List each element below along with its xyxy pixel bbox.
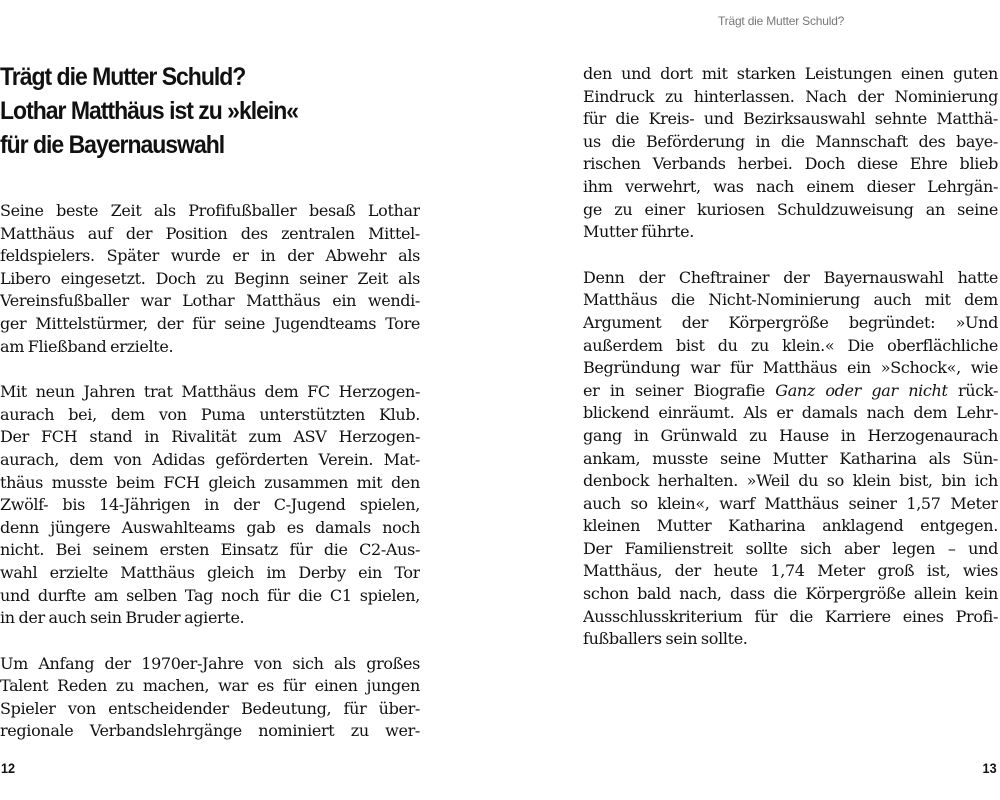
text-line: aurach, dem von Adidas geförderten Verein. Mat- xyxy=(0,449,420,469)
text-line: Der FCH stand in Rivalität zum ASV Herzogen- xyxy=(0,427,420,447)
text-line: denn jüngere Auswahlteams gab es damals noch xyxy=(0,517,420,537)
text-line: den und dort mit starken Leistungen einen guten xyxy=(583,64,998,83)
text-line: auch so klein«, warf Matthäus seiner 1,57 Meter xyxy=(583,493,998,513)
text-line: Mit neun Jahren trat Matthäus dem FC Herzogen- xyxy=(0,382,420,402)
chapter-title xyxy=(0,60,386,162)
paragraph xyxy=(0,653,420,743)
text-line: ge zu einer kuriosen Schuldzuweisung an seine xyxy=(583,199,998,219)
right-page xyxy=(583,0,1000,800)
text-line: Seine beste Zeit als Profifußballer besaß Lothar xyxy=(0,201,420,220)
text-line: Ausschlusskriterium für die Karriere eines Profi- xyxy=(583,606,998,626)
chapter-title-line: Lothar Matthäus ist zu »klein« xyxy=(0,97,299,125)
text-segment: er in seiner Biografie xyxy=(583,380,776,400)
text-line: nicht. Bei seinem ersten Einsatz für die C2-Aus- xyxy=(0,540,420,560)
text-line: ankam, musste seine Mutter Katharina als Sün- xyxy=(583,448,998,468)
paragraph xyxy=(0,381,420,630)
text-line: Mutter führte. xyxy=(583,222,695,242)
text-line: thäus musste beim FCH gleich zusammen mit den xyxy=(0,472,420,492)
text-line: Matthäus auf der Position des zentralen Mittel- xyxy=(0,223,420,243)
text-line: in der auch sein Bruder agierte. xyxy=(0,608,245,628)
chapter-title-line: Trägt die Mutter Schuld? xyxy=(0,63,246,91)
page-number-right: 13 xyxy=(982,760,997,776)
text-line: kleinen Mutter Katharina anklagend entgegen. xyxy=(583,516,998,536)
text-line: blickend einräumt. Als er damals nach dem Lehr- xyxy=(583,403,998,423)
text-line: aurach bei, dem von Puma unterstützten Klub. xyxy=(0,404,420,424)
text-line-with-italic xyxy=(583,380,998,403)
text-line: schon bald nach, dass die Körpergröße allein kein xyxy=(583,584,998,604)
text-line: Matthäus die Nicht-Nominierung auch mit dem xyxy=(583,290,998,310)
left-page xyxy=(0,0,420,800)
text-line: für die Kreis- und Bezirksauswahl sehnte Matthä- xyxy=(583,109,998,129)
paragraph xyxy=(583,63,998,244)
text-line: Der Familienstreit sollte sich aber legen – und xyxy=(583,538,998,558)
left-body-text xyxy=(0,200,420,766)
running-head: Trägt die Mutter Schuld? xyxy=(718,14,845,28)
text-line: Um Anfang der 1970er-Jahre von sich als großes xyxy=(0,653,420,673)
text-line: Zwölf- bis 14-Jährigen in der C-Jugend spielen, xyxy=(0,495,420,515)
text-segment: rück- xyxy=(947,380,998,400)
text-line: rischen Verbands herbei. Doch diese Ehre blieb xyxy=(583,154,998,174)
text-line: ihm verwehrt, was nach einem dieser Lehrgän- xyxy=(583,176,998,196)
text-line: Spieler von entscheidender Bedeutung, für über- xyxy=(0,698,420,718)
paragraph xyxy=(0,200,420,358)
text-line: Libero eingesetzt. Doch zu Beginn seiner Zeit als xyxy=(0,268,420,288)
text-line: Eindruck zu hinterlassen. Nach der Nominierung xyxy=(583,86,998,106)
text-line: feldspielers. Später wurde er in der Abwehr als xyxy=(0,246,420,266)
text-line: Vereinsfußballer war Lothar Matthäus ein wendi- xyxy=(0,291,420,311)
page-number-left: 12 xyxy=(1,760,16,776)
chapter-title-line: für die Bayernauswahl xyxy=(0,131,225,159)
paragraph xyxy=(583,267,998,651)
right-body-text xyxy=(583,63,998,674)
text-line: Denn der Cheftrainer der Bayernauswahl hatte xyxy=(583,267,998,287)
text-line: Matthäus, der heute 1,74 Meter groß ist, wies xyxy=(583,561,998,581)
text-line: Begründung war für Matthäus ein »Schock«, wie xyxy=(583,358,998,378)
text-line: Argument der Körpergröße begründet: »Und xyxy=(583,312,998,332)
text-line: ger Mittelstürmer, der für seine Jugendteams Tore xyxy=(0,313,420,333)
text-line: und durfte am selben Tag noch für die C1 spielen, xyxy=(0,585,420,605)
text-line: wahl erzielte Matthäus gleich im Derby ein Tor xyxy=(0,562,420,582)
text-line: denbock herhalten. »Weil du so klein bist, bin ich xyxy=(583,471,998,491)
text-line: Talent Reden zu machen, war es für einen jungen xyxy=(0,676,420,696)
text-line: außerdem bist du zu klein.« Die oberflächliche xyxy=(583,335,998,355)
text-line: us die Beförderung in die Mannschaft des baye- xyxy=(583,131,998,151)
text-line: regionale Verbandslehrgänge nominiert zu wer- xyxy=(0,721,420,741)
text-line: gang in Grünwald zu Hause in Herzogenaurach xyxy=(583,425,998,445)
text-line: am Fließband erzielte. xyxy=(0,336,174,356)
text-line: fußballers sein sollte. xyxy=(583,629,748,649)
book-title: Ganz oder gar nicht xyxy=(775,380,948,400)
